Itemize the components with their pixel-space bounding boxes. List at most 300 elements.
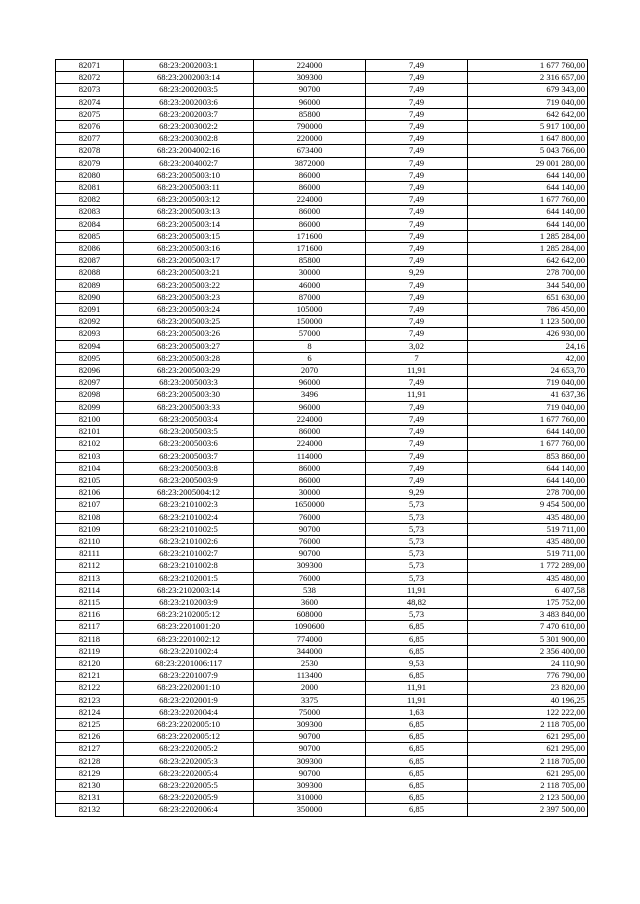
row-number: 82101 [56,426,124,438]
table-row [56,169,588,181]
area-cell: 76000 [254,572,366,584]
row-number: 82078 [56,145,124,157]
row-number: 82127 [56,743,124,755]
cadastral-number: 68:23:2002003:1 [124,60,254,72]
cadastral-number: 68:23:2202005:3 [124,755,254,767]
cadastral-number: 68:23:2202005:2 [124,743,254,755]
rate-cell: 9,29 [366,267,468,279]
row-number: 82115 [56,596,124,608]
cadastral-number: 68:23:2101002:6 [124,535,254,547]
row-number: 82103 [56,450,124,462]
row-number: 82087 [56,255,124,267]
table-row [56,108,588,120]
table-row [56,499,588,511]
table-row [56,267,588,279]
area-cell: 76000 [254,535,366,547]
table-row [56,779,588,791]
cadastral-number: 68:23:2202006:4 [124,804,254,816]
area-cell: 90700 [254,767,366,779]
area-cell: 3872000 [254,157,366,169]
value-cell: 719 040,00 [468,96,588,108]
rate-cell: 7,49 [366,243,468,255]
table-row [56,670,588,682]
row-number: 82126 [56,731,124,743]
table-row [56,426,588,438]
table-row [56,755,588,767]
cadastral-number: 68:23:2005003:23 [124,291,254,303]
rate-cell: 7,49 [366,194,468,206]
value-cell: 435 480,00 [468,572,588,584]
cadastral-number: 68:23:2005003:27 [124,340,254,352]
value-cell: 426 930,00 [468,328,588,340]
cadastral-number: 68:23:2202004:4 [124,706,254,718]
table-row [56,352,588,364]
area-cell: 3600 [254,596,366,608]
table-row [56,377,588,389]
rate-cell: 9,53 [366,657,468,669]
table-row [56,743,588,755]
cadastral-number: 68:23:2202005:9 [124,792,254,804]
cadastral-number: 68:23:2005003:11 [124,182,254,194]
rate-cell: 7,49 [366,462,468,474]
row-number: 82077 [56,133,124,145]
value-cell: 719 040,00 [468,401,588,413]
table-row [56,121,588,133]
row-number: 82074 [56,96,124,108]
rate-cell: 6,85 [366,743,468,755]
row-number: 82125 [56,718,124,730]
table-row [56,572,588,584]
area-cell: 86000 [254,206,366,218]
rate-cell: 3,02 [366,340,468,352]
value-cell: 2 118 705,00 [468,755,588,767]
cadastral-number: 68:23:2005003:17 [124,255,254,267]
rate-cell: 7,49 [366,279,468,291]
row-number: 82084 [56,218,124,230]
table-row [56,365,588,377]
table-row [56,328,588,340]
cadastral-number: 68:23:2102005:12 [124,609,254,621]
table-row [56,694,588,706]
rate-cell: 7,49 [366,291,468,303]
area-cell: 30000 [254,487,366,499]
area-cell: 96000 [254,401,366,413]
rate-cell: 7,49 [366,328,468,340]
table-row [56,450,588,462]
cadastral-value-table [55,59,588,817]
cadastral-number: 68:23:2005003:25 [124,316,254,328]
row-number: 82111 [56,548,124,560]
row-number: 82097 [56,377,124,389]
rate-cell: 5,73 [366,499,468,511]
value-cell: 1 285 284,00 [468,230,588,242]
area-cell: 85800 [254,255,366,267]
area-cell: 46000 [254,279,366,291]
area-cell: 790000 [254,121,366,133]
rate-cell: 9,29 [366,487,468,499]
value-cell: 644 140,00 [468,218,588,230]
rate-cell: 7,49 [366,84,468,96]
value-cell: 519 711,00 [468,523,588,535]
area-cell: 90700 [254,84,366,96]
table-row [56,718,588,730]
area-cell: 75000 [254,706,366,718]
area-cell: 86000 [254,462,366,474]
cadastral-number: 68:23:2202005:5 [124,779,254,791]
rate-cell: 11,91 [366,682,468,694]
row-number: 82076 [56,121,124,133]
rate-cell: 5,73 [366,535,468,547]
table-row [56,291,588,303]
area-cell: 309300 [254,560,366,572]
area-cell: 1090600 [254,621,366,633]
rate-cell: 7,49 [366,133,468,145]
cadastral-number: 68:23:2201007:9 [124,670,254,682]
area-cell: 96000 [254,96,366,108]
value-cell: 679 343,00 [468,84,588,96]
row-number: 82118 [56,633,124,645]
rate-cell: 6,85 [366,621,468,633]
table-row [56,621,588,633]
row-number: 82071 [56,60,124,72]
value-cell: 29 001 280,00 [468,157,588,169]
area-cell: 86000 [254,169,366,181]
cadastral-number: 68:23:2202005:4 [124,767,254,779]
cadastral-number: 68:23:2101002:8 [124,560,254,572]
table-row [56,279,588,291]
row-number: 82086 [56,243,124,255]
area-cell: 2530 [254,657,366,669]
area-cell: 114000 [254,450,366,462]
table-row [56,487,588,499]
cadastral-number: 68:23:2005003:24 [124,304,254,316]
value-cell: 24 653,70 [468,365,588,377]
rate-cell: 6,85 [366,731,468,743]
table-row [56,401,588,413]
value-cell: 5 917 100,00 [468,121,588,133]
row-number: 82072 [56,72,124,84]
area-cell: 90700 [254,731,366,743]
table-row [56,523,588,535]
area-cell: 171600 [254,243,366,255]
rate-cell: 7,49 [366,157,468,169]
cadastral-number: 68:23:2005003:15 [124,230,254,242]
rate-cell: 7,49 [366,169,468,181]
row-number: 82123 [56,694,124,706]
rate-cell: 6,85 [366,718,468,730]
value-cell: 644 140,00 [468,462,588,474]
rate-cell: 7,49 [366,108,468,120]
table-row [56,413,588,425]
row-number: 82099 [56,401,124,413]
value-cell: 1 677 760,00 [468,438,588,450]
area-cell: 309300 [254,72,366,84]
area-cell: 774000 [254,633,366,645]
cadastral-number: 68:23:2005003:3 [124,377,254,389]
row-number: 82114 [56,584,124,596]
area-cell: 224000 [254,194,366,206]
row-number: 82128 [56,755,124,767]
value-cell: 1 677 760,00 [468,60,588,72]
row-number: 82131 [56,792,124,804]
row-number: 82120 [56,657,124,669]
row-number: 82104 [56,462,124,474]
rate-cell: 5,73 [366,572,468,584]
table-row [56,474,588,486]
area-cell: 2070 [254,365,366,377]
table-row [56,767,588,779]
table-row [56,731,588,743]
value-cell: 175 752,00 [468,596,588,608]
row-number: 82088 [56,267,124,279]
row-number: 82092 [56,316,124,328]
cadastral-number: 68:23:2202005:10 [124,718,254,730]
cadastral-number: 68:23:2005003:13 [124,206,254,218]
value-cell: 2 356 400,00 [468,645,588,657]
rate-cell: 7,49 [366,121,468,133]
value-cell: 1 647 800,00 [468,133,588,145]
value-cell: 6 407,58 [468,584,588,596]
row-number: 82091 [56,304,124,316]
cadastral-number: 68:23:2005003:14 [124,218,254,230]
row-number: 82081 [56,182,124,194]
cadastral-number: 68:23:2102003:9 [124,596,254,608]
area-cell: 86000 [254,426,366,438]
cadastral-number: 68:23:2005004:12 [124,487,254,499]
row-number: 82090 [56,291,124,303]
rate-cell: 6,85 [366,755,468,767]
row-number: 82079 [56,157,124,169]
area-cell: 90700 [254,523,366,535]
row-number: 82095 [56,352,124,364]
row-number: 82121 [56,670,124,682]
rate-cell: 48,82 [366,596,468,608]
table-row [56,194,588,206]
cadastral-number: 68:23:2005003:9 [124,474,254,486]
rate-cell: 7,49 [366,218,468,230]
cadastral-number: 68:23:2101002:5 [124,523,254,535]
value-cell: 2 397 500,00 [468,804,588,816]
value-cell: 5 043 766,00 [468,145,588,157]
table-row [56,182,588,194]
rate-cell: 5,73 [366,609,468,621]
row-number: 82130 [56,779,124,791]
rate-cell: 7,49 [366,426,468,438]
rate-cell: 6,85 [366,779,468,791]
rate-cell: 6,85 [366,804,468,816]
rate-cell: 11,91 [366,694,468,706]
table-row [56,218,588,230]
rate-cell: 7,49 [366,438,468,450]
cadastral-number: 68:23:2201006:117 [124,657,254,669]
table-row [56,96,588,108]
value-cell: 519 711,00 [468,548,588,560]
value-cell: 24 110,90 [468,657,588,669]
cadastral-number: 68:23:2102001:5 [124,572,254,584]
value-cell: 644 140,00 [468,426,588,438]
area-cell: 673400 [254,145,366,157]
cadastral-number: 68:23:2202001:9 [124,694,254,706]
row-number: 82083 [56,206,124,218]
rate-cell: 7,49 [366,450,468,462]
value-cell: 2 118 705,00 [468,779,588,791]
table-row [56,511,588,523]
rate-cell: 7,49 [366,206,468,218]
rate-cell: 7,49 [366,413,468,425]
table-row [56,340,588,352]
area-cell: 90700 [254,743,366,755]
row-number: 82105 [56,474,124,486]
row-number: 82089 [56,279,124,291]
row-number: 82113 [56,572,124,584]
table-row [56,84,588,96]
cadastral-number: 68:23:2004002:7 [124,157,254,169]
row-number: 82107 [56,499,124,511]
area-cell: 87000 [254,291,366,303]
cadastral-number: 68:23:2005003:22 [124,279,254,291]
table-row [56,157,588,169]
row-number: 82082 [56,194,124,206]
rate-cell: 6,85 [366,670,468,682]
rate-cell: 7,49 [366,182,468,194]
cadastral-number: 68:23:2005003:28 [124,352,254,364]
table-row [56,645,588,657]
rate-cell: 7,49 [366,377,468,389]
table-row [56,633,588,645]
cadastral-number: 68:23:2003002:2 [124,121,254,133]
cadastral-number: 68:23:2005003:5 [124,426,254,438]
value-cell: 1 285 284,00 [468,243,588,255]
value-cell: 41 637,36 [468,389,588,401]
row-number: 82122 [56,682,124,694]
rate-cell: 11,91 [366,365,468,377]
value-cell: 3 483 840,00 [468,609,588,621]
value-cell: 24,16 [468,340,588,352]
table-row [56,462,588,474]
row-number: 82085 [56,230,124,242]
table-row [56,584,588,596]
area-cell: 538 [254,584,366,596]
cadastral-number: 68:23:2202001:10 [124,682,254,694]
area-cell: 1650000 [254,499,366,511]
table-row [56,255,588,267]
table-row [56,243,588,255]
area-cell: 344000 [254,645,366,657]
rate-cell: 7,49 [366,96,468,108]
cadastral-number: 68:23:2201001:20 [124,621,254,633]
cadastral-number: 68:23:2002003:7 [124,108,254,120]
table-row [56,438,588,450]
rate-cell: 7,49 [366,72,468,84]
area-cell: 220000 [254,133,366,145]
area-cell: 76000 [254,511,366,523]
rate-cell: 7,49 [366,145,468,157]
cadastral-number: 68:23:2201002:4 [124,645,254,657]
row-number: 82073 [56,84,124,96]
table-row [56,60,588,72]
cadastral-number: 68:23:2002003:6 [124,96,254,108]
rate-cell: 11,91 [366,584,468,596]
row-number: 82116 [56,609,124,621]
value-cell: 2 316 657,00 [468,72,588,84]
area-cell: 310000 [254,792,366,804]
area-cell: 224000 [254,413,366,425]
value-cell: 344 540,00 [468,279,588,291]
cadastral-number: 68:23:2005003:29 [124,365,254,377]
value-cell: 786 450,00 [468,304,588,316]
rate-cell: 6,85 [366,767,468,779]
cadastral-number: 68:23:2005003:21 [124,267,254,279]
cadastral-number: 68:23:2005003:12 [124,194,254,206]
rate-cell: 7,49 [366,316,468,328]
row-number: 82117 [56,621,124,633]
value-cell: 435 480,00 [468,535,588,547]
area-cell: 2000 [254,682,366,694]
value-cell: 7 470 610,00 [468,621,588,633]
table-row [56,206,588,218]
cadastral-number: 68:23:2004002:16 [124,145,254,157]
rate-cell: 7,49 [366,60,468,72]
row-number: 82100 [56,413,124,425]
cadastral-number: 68:23:2005003:26 [124,328,254,340]
table-row [56,389,588,401]
value-cell: 651 630,00 [468,291,588,303]
value-cell: 2 123 500,00 [468,792,588,804]
area-cell: 30000 [254,267,366,279]
area-cell: 6 [254,352,366,364]
area-cell: 90700 [254,548,366,560]
area-cell: 150000 [254,316,366,328]
area-cell: 224000 [254,438,366,450]
value-cell: 644 140,00 [468,182,588,194]
row-number: 82109 [56,523,124,535]
table-row [56,133,588,145]
row-number: 82080 [56,169,124,181]
rate-cell: 5,73 [366,511,468,523]
value-cell: 40 196,25 [468,694,588,706]
value-cell: 776 790,00 [468,670,588,682]
row-number: 82094 [56,340,124,352]
row-number: 82124 [56,706,124,718]
cadastral-number: 68:23:2002003:14 [124,72,254,84]
value-cell: 122 222,00 [468,706,588,718]
value-cell: 644 140,00 [468,474,588,486]
rate-cell: 11,91 [366,389,468,401]
rate-cell: 5,73 [366,560,468,572]
rate-cell: 5,73 [366,523,468,535]
cadastral-number: 68:23:2101002:7 [124,548,254,560]
value-cell: 853 860,00 [468,450,588,462]
cadastral-number: 68:23:2201002:12 [124,633,254,645]
value-cell: 1 677 760,00 [468,194,588,206]
area-cell: 309300 [254,718,366,730]
area-cell: 171600 [254,230,366,242]
cadastral-number: 68:23:2005003:33 [124,401,254,413]
value-cell: 644 140,00 [468,169,588,181]
value-cell: 5 301 900,00 [468,633,588,645]
area-cell: 113400 [254,670,366,682]
table-row [56,304,588,316]
table-row [56,548,588,560]
cadastral-number: 68:23:2102003:14 [124,584,254,596]
row-number: 82108 [56,511,124,523]
cadastral-number: 68:23:2005003:10 [124,169,254,181]
rate-cell: 7,49 [366,474,468,486]
cadastral-number: 68:23:2101002:3 [124,499,254,511]
cadastral-number: 68:23:2202005:12 [124,731,254,743]
value-cell: 719 040,00 [468,377,588,389]
table-row [56,706,588,718]
